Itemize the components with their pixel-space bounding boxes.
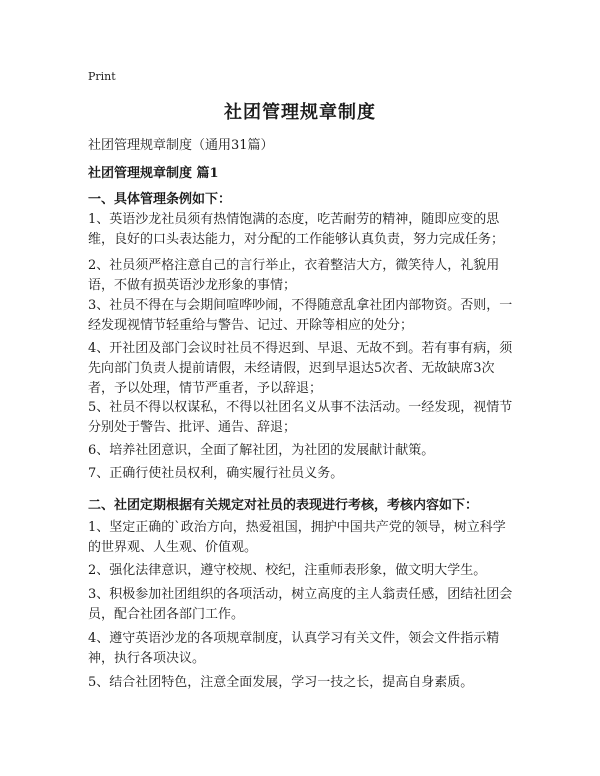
section-1-heading: 一、具体管理条例如下： xyxy=(88,192,232,207)
document-subtitle: 社团管理规章制度（通用31篇） xyxy=(88,138,274,153)
section-2-item-4: 4、遵守英语沙龙的各项规章制度，认真学习有关文件，领会文件指示精神，执行各项决议。 xyxy=(88,631,500,666)
section-2-heading: 二、社团定期根据有关规定对社员的表现进行考核，考核内容如下： xyxy=(88,498,479,513)
section-1-item-6: 6、培养社团意识，全面了解社团，为社团的发展献计献策。 xyxy=(88,443,435,458)
section-2-item-5: 5、结合社团特色，注意全面发展，学习一技之长，提高自身素质。 xyxy=(88,675,474,690)
section-1-item-1: 1、英语沙龙社员须有热情饱满的态度，吃苦耐劳的精神，随即应变的思维，良好的口头表达能力，对分配的工作能够认真负责，努力完成任务； xyxy=(88,212,505,247)
document-title: 社团管理规章制度 xyxy=(224,102,376,123)
article-heading: 社团管理规章制度 篇1 xyxy=(88,166,219,181)
section-1-item-7: 7、正确行使社员权利，确实履行社员义务。 xyxy=(88,466,344,481)
section-1-item-4: 4、开社团及部门会议时社员不得迟到、早退、无故不到。若有事有病，须先向部门负责人提前请假，未经请假，迟到早退达5次者、无故缺席3次者，予以处理，情节严重者，予以辞退； xyxy=(88,341,513,396)
section-1-item-3: 3、社员不得在与会期间喧哗吵闹，不得随意乱拿社团内部物资。否则，一经发现视情节轻重给与警告、记过、开除等相应的处分； xyxy=(88,298,513,333)
section-2-item-1: 1、坚定正确的`政治方向，热爱祖国，拥护中国共产党的领导，树立科学的世界观、人生观、价值观。 xyxy=(88,520,506,555)
section-2-item-3: 3、积极参加社团组织的各项活动，树立高度的主人翁责任感，团结社团会员，配合社团各部门工作。 xyxy=(88,587,513,622)
print-link[interactable]: Print xyxy=(88,70,116,83)
section-1-item-5: 5、社员不得以权谋私，不得以社团名义从事不法活动。一经发现，视情节分别处于警告、批评、通告、辞退； xyxy=(88,400,513,435)
section-2-item-2: 2、强化法律意识，遵守校规、校纪，注重师表形象，做文明大学生。 xyxy=(88,563,487,578)
section-1-item-2: 2、社员须严格注意自己的言行举止，衣着整洁大方，微笑待人，礼貌用语，不做有损英语沙龙形象的事情； xyxy=(88,258,500,293)
